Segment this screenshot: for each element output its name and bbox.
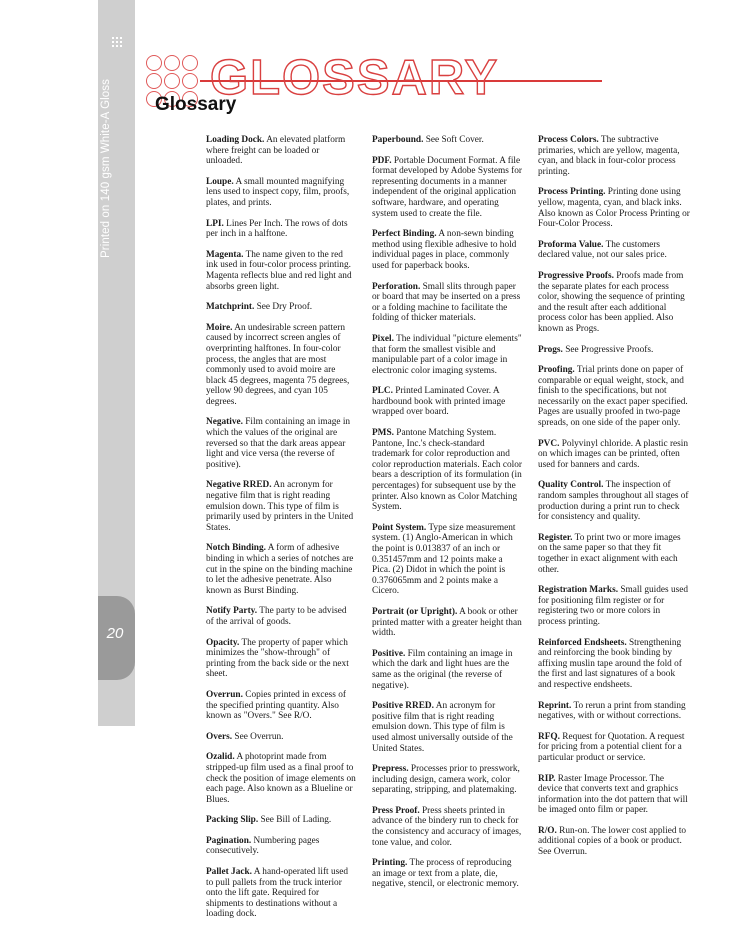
glossary-term: Paperbound.	[372, 135, 424, 145]
glossary-definition: To print two or more images on the same paper so that they fit together in exact alignment with each other.	[538, 532, 681, 575]
glossary-term: Moire.	[206, 322, 233, 333]
glossary-definition: Lines Per Inch. The rows of dots per inch in a halftone.	[206, 218, 348, 240]
glossary-term: Perforation.	[372, 281, 421, 292]
glossary-entry	[206, 177, 356, 209]
glossary-definition: Printed Laminated Cover. A hardbound book with printed image wrapped over board.	[372, 386, 506, 418]
glossary-entry	[206, 219, 356, 240]
glossary-entry	[206, 480, 356, 533]
glossary-entry	[538, 585, 690, 627]
glossary-definition: A form of adhesive binding in which a series of notches are cut in the spine on the binding machine to let the adhesive penetrate. Also known as Burst Binding.	[206, 543, 354, 596]
page-number: 20	[106, 625, 124, 642]
glossary-term: Pallet Jack.	[206, 867, 252, 878]
glossary-term: Overrun.	[206, 689, 243, 700]
glossary-definition: Film containing an image in which the dark and light hues are the same as the original (the reverse of negative).	[372, 648, 513, 691]
glossary-definition: An undesirable screen pattern caused by incorrect screen angles of overprinting halftones. In four-color process, the angles that are most commonly used to avoid moire are black 45 degrees, magenta 75 degrees, yellow 90 degrees, and cyan 105 degrees.	[206, 322, 350, 407]
glossary-column-2	[372, 135, 522, 900]
glossary-term: R/O.	[538, 825, 557, 836]
glossary-definition: See Progressive Proofs.	[562, 344, 654, 355]
glossary-term: Magenta.	[206, 249, 244, 260]
glossary-definition: A hand-operated lift used to pull pallets from the truck interior onto the lift gate. Required for shipments to destinations without a loading dock.	[206, 867, 349, 920]
glossary-entry	[206, 417, 356, 470]
glossary-definition: Processes prior to presswork, including design, camera work, color separating, stripping, and platemaking.	[372, 764, 520, 796]
glossary-term: Reinforced Endsheets.	[538, 637, 627, 648]
glossary-entry	[372, 858, 522, 890]
glossary-column-3	[538, 135, 690, 868]
glossary-term: Reprint.	[538, 700, 572, 711]
glossary-definition: Portable Document Format. A file format developed by Adobe Systems for representing documents in a manner independent of the original application software, hardware, and operating system used to create the file.	[372, 155, 523, 219]
glossary-entry	[538, 638, 690, 691]
glossary-entry	[372, 229, 522, 271]
glossary-definition: Proofs made from the separate plates for each process color, showing the sequence of printing and the result after each additional process color has been applied. Also known as Progs.	[538, 270, 685, 334]
glossary-term: Positive.	[372, 648, 406, 659]
glossary-term: Loading Dock.	[206, 135, 265, 145]
glossary-entry	[372, 649, 522, 691]
glossary-entry	[206, 690, 356, 722]
glossary-entry	[206, 836, 356, 857]
glossary-entry	[206, 815, 356, 826]
glossary-entry	[206, 323, 356, 408]
glossary-entry	[538, 365, 690, 429]
glossary-definition: Press sheets printed in advance of the bindery run to check for the consistency and accuracy of images, tone value, and color.	[372, 805, 522, 848]
glossary-entry	[538, 480, 690, 522]
glossary-term: Process Printing.	[538, 187, 606, 198]
glossary-term: Process Colors.	[538, 135, 599, 145]
glossary-entry	[372, 282, 522, 324]
glossary-definition: A non-sewn binding method using flexible adhesive to hold individual pages in place, commonly used for paperback books.	[372, 229, 517, 271]
glossary-term: Pixel.	[372, 333, 394, 344]
glossary-definition: See Overrun.	[232, 731, 284, 742]
glossary-term: Proforma Value.	[538, 239, 604, 250]
paper-spec-text	[100, 226, 112, 258]
glossary-term: RFQ.	[538, 731, 560, 742]
glossary-entry	[372, 806, 522, 848]
glossary-definition: An acronym for positive film that is right reading emulsion down. This type of film is used almost universally outside of the United States.	[372, 701, 513, 754]
glossary-definition: The customers declared value, not our sales price.	[538, 239, 667, 261]
glossary-definition: The individual "picture elements" that form the smallest visible and manipulable part of a color image in electronic color imaging systems.	[372, 333, 522, 376]
glossary-entry	[538, 701, 690, 722]
glossary-definition: Run-on. The lower cost applied to additional copies of a book or product. See Overrun.	[538, 825, 687, 858]
glossary-term: Negative RRED.	[206, 480, 272, 491]
glossary-term: Matchprint.	[206, 302, 255, 313]
glossary-entry	[372, 428, 522, 513]
glossary-term: Notch Binding.	[206, 543, 266, 554]
glossary-term: LPI.	[206, 218, 224, 229]
glossary-entry	[206, 638, 356, 680]
glossary-entry	[538, 826, 690, 858]
glossary-entry	[372, 156, 522, 220]
glossary-term: Pagination.	[206, 835, 252, 846]
glossary-entry	[538, 732, 690, 764]
glossary-term: RIP.	[538, 773, 556, 784]
glossary-definition: A photoprint made from stripped-up film used as a final proof to check the position of image elements on each page. Also known as a Blueline or Blues.	[206, 752, 356, 805]
glossary-entry	[206, 543, 356, 596]
glossary-entry	[538, 187, 690, 229]
glossary-term: Registration Marks.	[538, 585, 619, 596]
glossary-definition: Polyvinyl chloride. A plastic resin on which images can be printed, often used for banners and cards.	[538, 438, 689, 470]
glossary-term: Positive RRED.	[372, 701, 434, 712]
glossary-entry	[372, 764, 522, 796]
glossary-definition: Pantone Matching System. Pantone, Inc.'s check-standard trademark for color reproduction and color reproduction materials. Each color bears a description of its formulation (in percentages) for subsequent use by the printer. Also known as Color Matching System.	[372, 428, 522, 513]
glossary-term: Point System.	[372, 522, 427, 533]
glossary-term: Register.	[538, 532, 573, 543]
glossary-term: Negative.	[206, 417, 243, 428]
glossary-definition: Request for Quotation. A request for pricing from a potential client for a particular product or service.	[538, 731, 685, 763]
glossary-term: Prepress.	[372, 764, 409, 775]
glossary-entry	[372, 334, 522, 376]
glossary-definition: A small mounted magnifying lens used to inspect copy, film, proofs, plates, and prints.	[206, 176, 350, 208]
glossary-term: Printing.	[372, 858, 408, 869]
glossary-definition: An elevated platform where freight can be loaded or unloaded.	[206, 135, 346, 167]
glossary-definition: See Soft Cover.	[423, 135, 484, 145]
glossary-definition: Film containing an image in which the values of the original are reversed so that the dark areas appear light and vice versa (the reverse of positive).	[206, 417, 351, 470]
outline-title: GLOSSARY	[210, 51, 500, 105]
glossary-term: Ozalid.	[206, 752, 235, 763]
glossary-definition: The name given to the red ink used in four-color process printing. Magenta reflects blue and red light and absorbs green light.	[206, 249, 352, 292]
glossary-definition: Printing done using yellow, magenta, cyan, and black inks. Also known as Color Process Printing or Four-Color Process.	[538, 187, 690, 230]
glossary-term: PDF.	[372, 155, 392, 166]
glossary-definition: The process of reproducing an image or text from a plate, die, negative, stencil, or electronic memory.	[372, 858, 519, 890]
glossary-definition: See Dry Proof.	[254, 302, 313, 313]
glossary-definition: An acronym for negative film that is right reading emulsion down. This type of film is primarily used by printers in the United States.	[206, 480, 354, 533]
glossary-definition: Strengthening and reinforcing the book binding by affixing muslin tape around the fold of the first and last signatures of a book and respective endsheets.	[538, 637, 682, 690]
glossary-entry	[206, 302, 356, 313]
grid-icon	[112, 37, 122, 47]
glossary-definition: The subtractive primaries, which are yellow, magenta, cyan, and black in four-color process printing.	[538, 135, 680, 177]
glossary-definition: Small guides used for positioning film register or for registering two or more colors in process printing.	[538, 585, 689, 627]
glossary-definition: Copies printed in excess of the specified printing quantity. Also known as "Overs." See R/O.	[206, 689, 346, 722]
glossary-entry	[372, 607, 522, 639]
glossary-definition: To rerun a print from standing negatives, with or without corrections.	[538, 700, 686, 722]
glossary-entry	[372, 523, 522, 597]
glossary-definition: The property of paper which minimizes the "show-through" of printing from the back side or the next sheet.	[206, 637, 349, 680]
glossary-term: Quality Control.	[538, 480, 604, 491]
glossary-entry	[538, 533, 690, 575]
glossary-definition: The inspection of random samples throughout all stages of production during a print run to check for consistency and quality.	[538, 480, 689, 523]
glossary-term: Perfect Binding.	[372, 229, 437, 240]
glossary-entry	[206, 250, 356, 292]
glossary-definition: A book or other printed matter with a greater height than width.	[372, 606, 522, 639]
glossary-term: Overs.	[206, 731, 233, 742]
glossary-entry	[372, 135, 522, 146]
glossary-definition: Type size measurement system. (1) Anglo-American in which the point is 0.013837 of an inch or 0.351457mm and 12 points make a Pica. (2) Didot in which the point is 0.376065mm and 2 points make a Cicero.	[372, 522, 516, 597]
glossary-entry	[372, 386, 522, 418]
glossary-term: Portrait (or Upright).	[372, 606, 458, 617]
glossary-term: PLC.	[372, 386, 393, 397]
glossary-entry	[206, 606, 356, 627]
glossary-entry	[206, 867, 356, 920]
glossary-entry	[538, 135, 690, 177]
glossary-term: PVC.	[538, 438, 560, 449]
glossary-definition: The party to be advised of the arrival of goods.	[206, 606, 347, 627]
glossary-term: Progressive Proofs.	[538, 270, 614, 281]
glossary-definition: Raster Image Processor. The device that converts text and graphics information into the dot pattern that will be imaged onto film or paper.	[538, 773, 688, 816]
glossary-term: Notify Party.	[206, 606, 258, 617]
glossary-definition: Numbering pages consecutively.	[206, 835, 320, 857]
page-title: Glossary	[155, 94, 237, 115]
glossary-definition: Trial prints done on paper of comparable or equal weight, stock, and finish to the specifications, but not necessarily on the exact paper specified. Pages are usually proofed in two-page spreads, on one side of the paper only.	[538, 365, 688, 429]
glossary-term: PMS.	[372, 428, 394, 439]
glossary-entry	[538, 439, 690, 471]
glossary-term: Proofing.	[538, 365, 575, 376]
glossary-entry	[372, 701, 522, 754]
glossary-term: Opacity.	[206, 637, 240, 648]
glossary-entry	[538, 240, 690, 261]
glossary-term: Press Proof.	[372, 805, 420, 816]
glossary-entry	[538, 774, 690, 816]
glossary-column-1	[206, 135, 356, 930]
glossary-term: Progs.	[538, 344, 563, 355]
glossary-definition: See Bill of Lading.	[258, 815, 332, 826]
glossary-definition: Small slits through paper or board that may be inserted on a press or a folding machine to facilitate the folding of thicker materials.	[372, 281, 521, 324]
glossary-entry	[206, 732, 356, 743]
glossary-entry	[206, 752, 356, 805]
glossary-entry	[538, 271, 690, 335]
glossary-entry	[538, 345, 690, 356]
glossary-term: Loupe.	[206, 176, 234, 187]
glossary-term: Packing Slip.	[206, 815, 259, 826]
glossary-entry	[206, 135, 356, 167]
